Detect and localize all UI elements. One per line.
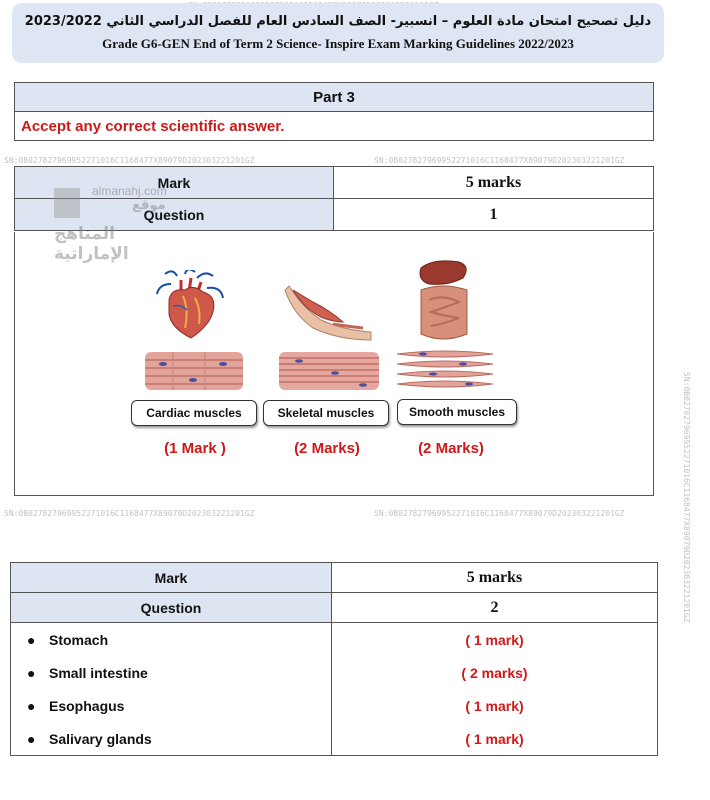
answer-item-mark: ( 1 mark) bbox=[332, 722, 658, 756]
answer-item-mark: ( 1 mark) bbox=[332, 623, 658, 657]
answer-row bbox=[11, 623, 658, 657]
question1-question-number: 1 bbox=[334, 199, 654, 231]
question1-answer-box bbox=[14, 232, 654, 496]
cardiac-muscles-mark: (1 Mark ) bbox=[164, 440, 226, 457]
skeletal-muscles-label: Skeletal muscles bbox=[263, 400, 389, 426]
bullet-icon: ● bbox=[27, 697, 36, 714]
question1-mark-label: Mark bbox=[15, 167, 334, 199]
watermark-arabic-1: موقع bbox=[132, 198, 166, 213]
answer-item-text: Small intestine bbox=[49, 664, 148, 681]
watermark-site: almanahj.com bbox=[92, 184, 167, 198]
answer-item-mark: ( 1 mark) bbox=[332, 689, 658, 722]
bullet-icon: ● bbox=[27, 730, 36, 747]
watermark-arabic-2: المناهج الإماراتية bbox=[54, 224, 129, 264]
part-table bbox=[14, 82, 654, 141]
arm-icon bbox=[283, 280, 375, 342]
header-english-title: Grade G6-GEN End of Term 2 Science- Inspire Exam Marking Guidelines 2022/2023 bbox=[102, 36, 574, 51]
answer-row bbox=[11, 689, 658, 722]
question1-mark-value: 5 marks bbox=[334, 167, 654, 199]
question1-question-label: Question bbox=[15, 199, 334, 231]
answer-item-mark: ( 2 marks) bbox=[332, 656, 658, 689]
document-header bbox=[12, 3, 664, 63]
cardiac-muscles-label: Cardiac muscles bbox=[131, 400, 257, 426]
question2-mark-label: Mark bbox=[11, 563, 332, 593]
question2-table bbox=[10, 562, 658, 756]
question2-mark-value: 5 marks bbox=[332, 563, 658, 593]
serial-code-right-1: SN:0B027827969952271016C1168477X89079D202303221201GZ bbox=[374, 156, 625, 165]
watermark-logo-icon bbox=[54, 188, 80, 218]
serial-code-left-2: SN:0B027827969952271016C1168477X89079D202303221201GZ bbox=[4, 509, 255, 518]
question2-question-number: 2 bbox=[332, 593, 658, 623]
heart-icon bbox=[155, 270, 225, 342]
answer-row bbox=[11, 656, 658, 689]
serial-code-left-1: SN:0B027827969952271016C1168477X89079D202303221201GZ bbox=[4, 156, 255, 165]
answer-row bbox=[11, 722, 658, 756]
skeletal-muscles-mark: (2 Marks) bbox=[294, 440, 360, 457]
smooth-muscles-label: Smooth muscles bbox=[397, 399, 517, 425]
part-title: Part 3 bbox=[15, 83, 654, 112]
smooth-muscle-tissue-icon bbox=[393, 348, 497, 392]
serial-code-vertical: SN:0B027827969952271016C1168477X89079D202303221201GZ bbox=[682, 372, 691, 623]
part-note: Accept any correct scientific answer. bbox=[15, 112, 654, 141]
question2-question-label: Question bbox=[11, 593, 332, 623]
bullet-icon: ● bbox=[27, 664, 36, 681]
digestive-organs-icon bbox=[413, 256, 475, 346]
answer-item-text: Stomach bbox=[49, 631, 109, 648]
bullet-icon: ● bbox=[27, 631, 36, 648]
header-arabic-title: دليل تصحيح امتحان مادة العلوم – انسبير- الصف السادس العام للفصل الدراسي الثاني 2023/2022 bbox=[24, 14, 652, 29]
serial-code-right-2: SN:0B027827969952271016C1168477X89079D202303221201GZ bbox=[374, 509, 625, 518]
smooth-muscles-mark: (2 Marks) bbox=[418, 440, 484, 457]
answer-item-text: Esophagus bbox=[49, 697, 125, 714]
cardiac-muscle-tissue-icon bbox=[143, 350, 245, 392]
skeletal-muscle-tissue-icon bbox=[277, 350, 381, 392]
answer-item-text: Salivary glands bbox=[49, 730, 152, 747]
